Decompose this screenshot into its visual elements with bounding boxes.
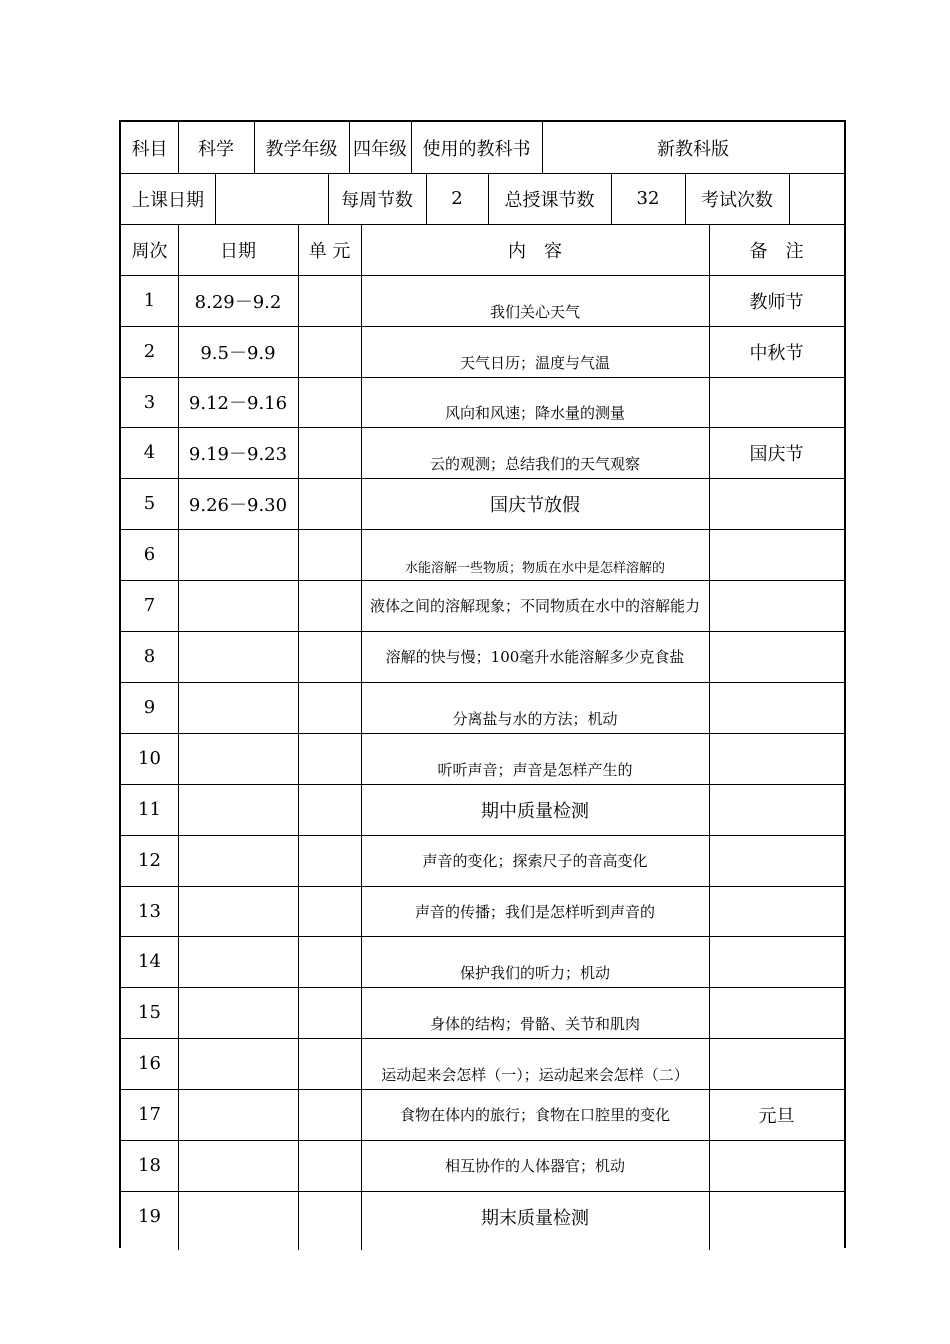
- unit-cell: [298, 1089, 361, 1140]
- remark-cell: 国庆节: [749, 443, 804, 465]
- remark-cell: 中秋节: [749, 342, 804, 364]
- remark-cell: [709, 631, 844, 682]
- date-cell: [178, 529, 298, 580]
- textbook-value: 新教科版: [657, 138, 729, 160]
- column-header-date: 日期: [220, 240, 256, 262]
- week-cell: 2: [143, 341, 156, 362]
- date-cell: [178, 987, 298, 1038]
- column-header-unit: 单 元: [308, 240, 351, 262]
- week-cell: 11: [138, 799, 161, 820]
- grade-value: 四年级: [353, 138, 407, 160]
- content-cell: 天气日历；温度与气温: [459, 354, 610, 372]
- content-cell: 我们关心天气: [489, 303, 580, 321]
- subject-value: 科学: [198, 138, 234, 160]
- unit-cell: [298, 1140, 361, 1191]
- remark-cell: [709, 835, 844, 886]
- date-cell: [178, 936, 298, 987]
- week-cell: 17: [138, 1104, 161, 1125]
- remark-cell: [709, 1191, 844, 1242]
- remark-cell: [709, 1140, 844, 1191]
- date-cell: [178, 835, 298, 886]
- class-date-value: [215, 173, 328, 224]
- teaching-schedule-table: [119, 120, 846, 1248]
- unit-cell: [298, 326, 361, 377]
- unit-cell: [298, 835, 361, 886]
- content-cell: 水能溶解一些物质；物质在水中是怎样溶解的: [404, 561, 665, 576]
- unit-cell: [298, 682, 361, 733]
- content-cell: 声音的变化；探索尺子的音高变化: [422, 852, 648, 870]
- content-cell: 声音的传播；我们是怎样听到声音的: [414, 902, 655, 921]
- grade-label: 教学年级: [265, 138, 338, 160]
- week-cell: 9: [143, 697, 156, 718]
- week-cell: 4: [143, 442, 156, 463]
- week-cell: 6: [143, 544, 156, 565]
- unit-cell: [298, 784, 361, 835]
- content-cell: 运动起来会怎样（一）；运动起来会怎样（二）: [381, 1066, 689, 1084]
- unit-cell: [298, 1038, 361, 1089]
- date-cell: [178, 784, 298, 835]
- week-cell: 8: [143, 646, 156, 667]
- week-cell: 10: [138, 748, 161, 769]
- exam-count-value: [789, 173, 844, 224]
- column-header-remark: 备 注: [749, 240, 804, 262]
- unit-cell: [298, 377, 361, 427]
- date-cell: [178, 580, 298, 631]
- week-cell: 14: [138, 951, 161, 972]
- week-cell: 1: [143, 290, 156, 311]
- week-cell: 13: [138, 900, 161, 922]
- date-cell: [178, 682, 298, 733]
- content-cell: 云的观测；总结我们的天气观察: [429, 455, 640, 473]
- remark-cell: [709, 478, 844, 529]
- week-cell: 16: [138, 1053, 161, 1074]
- date-cell: [178, 1191, 298, 1242]
- unit-cell: [298, 886, 361, 936]
- remark-cell: [709, 377, 844, 427]
- unit-cell: [298, 987, 361, 1038]
- content-cell: 风向和风速；降水量的测量: [444, 404, 625, 422]
- week-cell: 7: [143, 595, 156, 616]
- date-cell: 9.5－9.9: [200, 342, 276, 364]
- unit-cell: [298, 478, 361, 529]
- date-cell: [178, 886, 298, 936]
- week-cell: 3: [143, 391, 156, 413]
- remark-cell: 教师节: [749, 291, 804, 313]
- unit-cell: [298, 631, 361, 682]
- unit-cell: [298, 529, 361, 580]
- content-cell: 液体之间的溶解现象；不同物质在水中的溶解能力: [369, 597, 700, 615]
- unit-cell: [298, 427, 361, 478]
- weekly-lessons-label: 每周节数: [341, 189, 413, 211]
- remark-cell: [709, 733, 844, 784]
- content-cell: 溶解的快与慢；100毫升水能溶解多少克食盐: [385, 648, 685, 666]
- total-lessons-value: 32: [636, 188, 660, 209]
- week-cell: 18: [138, 1155, 161, 1176]
- class-date-label: 上课日期: [132, 189, 204, 211]
- remark-cell: 元旦: [758, 1105, 795, 1127]
- date-cell: [178, 1140, 298, 1191]
- content-cell: 分离盐与水的方法；机动: [452, 710, 618, 728]
- week-cell: 15: [138, 1002, 161, 1023]
- content-cell: 期中质量检测: [481, 800, 589, 822]
- content-cell: 国庆节放假: [490, 494, 580, 516]
- weekly-lessons-value: 2: [451, 188, 463, 209]
- column-header-week: 周次: [131, 240, 168, 262]
- date-cell: 8.29－9.2: [194, 291, 282, 313]
- date-cell: 9.12－9.16: [188, 393, 288, 414]
- subject-label: 科目: [131, 138, 168, 160]
- week-cell: 19: [138, 1206, 161, 1227]
- date-cell: 9.26－9.30: [188, 494, 288, 516]
- remark-cell: [709, 936, 844, 987]
- total-lessons-label: 总授课节数: [504, 189, 595, 211]
- date-cell: [178, 631, 298, 682]
- date-cell: [178, 1089, 298, 1140]
- unit-cell: [298, 580, 361, 631]
- content-cell: 相互协作的人体器官；机动: [444, 1157, 625, 1175]
- unit-cell: [298, 936, 361, 987]
- date-cell: 9.19－9.23: [188, 443, 288, 465]
- unit-cell: [298, 733, 361, 784]
- column-header-content: 内 容: [508, 240, 562, 262]
- remark-cell: [709, 529, 844, 580]
- remark-cell: [709, 886, 844, 936]
- content-cell: 身体的结构；骨骼、关节和肌肉: [429, 1015, 640, 1033]
- exam-count-label: 考试次数: [701, 189, 773, 211]
- week-cell: 12: [138, 850, 161, 871]
- content-cell: 期末质量检测: [481, 1207, 589, 1229]
- week-cell: 5: [143, 493, 156, 514]
- remark-cell: [709, 682, 844, 733]
- content-cell: 保护我们的听力；机动: [459, 964, 610, 982]
- content-cell: 听听声音；声音是怎样产生的: [437, 761, 633, 779]
- unit-cell: [298, 275, 361, 326]
- date-cell: [178, 733, 298, 784]
- textbook-label: 使用的教科书: [422, 138, 531, 160]
- remark-cell: [709, 987, 844, 1038]
- content-cell: 食物在体内的旅行；食物在口腔里的变化: [399, 1106, 670, 1124]
- unit-cell: [298, 1191, 361, 1242]
- date-cell: [178, 1038, 298, 1089]
- remark-cell: [709, 580, 844, 631]
- remark-cell: [709, 784, 844, 835]
- remark-cell: [709, 1038, 844, 1089]
